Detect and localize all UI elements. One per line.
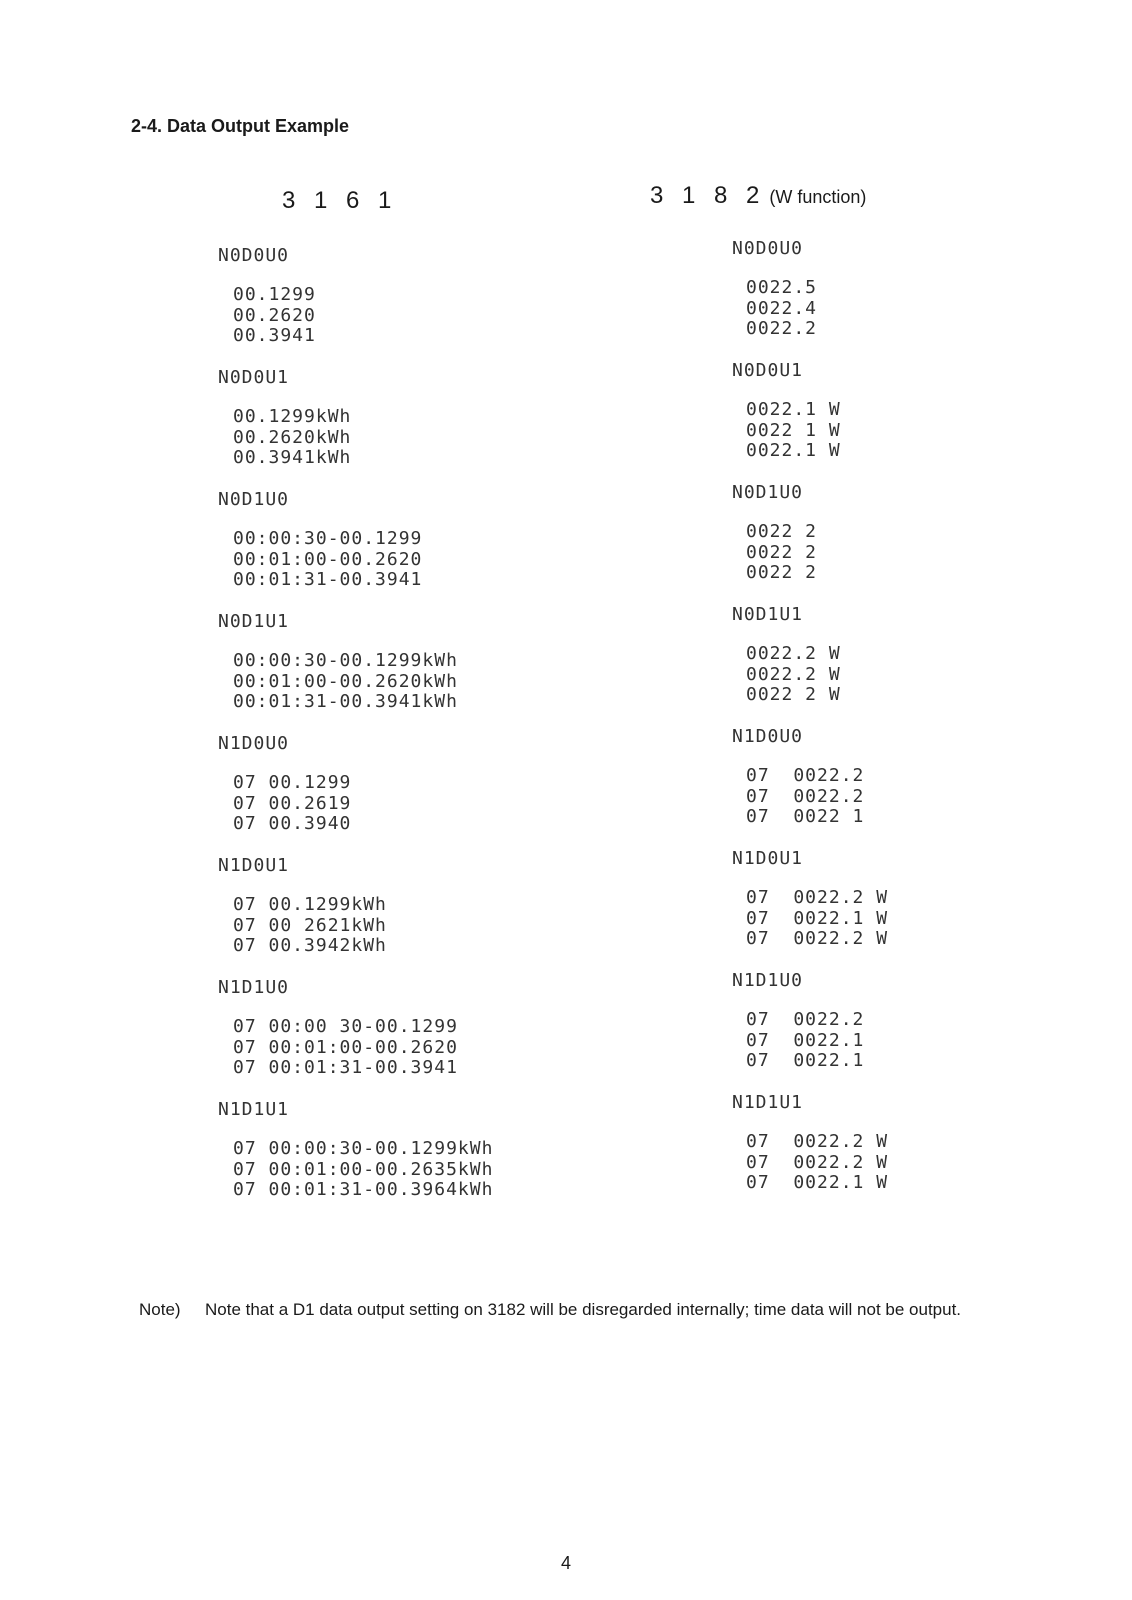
output-line: 0022 2	[746, 521, 818, 542]
output-line: 07 00:01:00-00.2620	[233, 1036, 458, 1058]
model-3182-subtitle: (W function)	[769, 187, 867, 207]
output-line: 07 0022.2 W	[746, 928, 889, 949]
note-label: Note)	[139, 1300, 181, 1319]
output-block-header: N1D0U0	[218, 733, 290, 754]
output-block-lines	[746, 1010, 1132, 1092]
output-line: 07 0022.2 W	[746, 1131, 889, 1152]
output-line: 07 0022.1 W	[746, 1172, 889, 1193]
output-block-header: N1D1U1	[732, 1092, 804, 1113]
output-line: 0022 1 W	[746, 419, 841, 441]
output-line: 07 0022.1	[746, 1050, 865, 1071]
output-line: 07 0022.2	[746, 765, 865, 786]
output-block-header: N0D1U0	[218, 489, 290, 510]
output-line: 07 0022.1	[746, 1029, 865, 1051]
output-line: 00:01:31-00.3941kWh	[233, 691, 458, 712]
page-number: 4	[560, 1553, 571, 1573]
output-line: 07 0022.2 W	[746, 887, 889, 908]
output-line: 0022.4	[746, 297, 818, 319]
output-block-lines	[233, 529, 638, 611]
output-block-lines	[233, 285, 638, 367]
output-line: 07 0022.2	[746, 785, 865, 807]
output-block-lines	[746, 522, 1132, 604]
output-block-lines	[233, 895, 638, 977]
output-line: 0022.1 W	[746, 399, 841, 420]
output-block	[218, 733, 638, 855]
output-block	[732, 360, 1132, 482]
output-block-lines	[746, 278, 1132, 360]
output-line: 00.3941	[233, 325, 316, 346]
output-line: 07 0022 1	[746, 806, 865, 827]
output-block-lines	[746, 644, 1132, 726]
output-line: 0022.2 W	[746, 663, 841, 685]
output-block	[218, 489, 638, 611]
output-line: 00.1299kWh	[233, 406, 352, 427]
output-block-header: N0D1U0	[732, 482, 804, 503]
output-block	[218, 367, 638, 489]
output-block-lines	[233, 1139, 638, 1221]
output-line: 00.2620	[233, 304, 316, 326]
output-line: 07 00 2621kWh	[233, 914, 387, 936]
section-title: 2-4. Data Output Example	[131, 116, 350, 136]
output-block	[732, 604, 1132, 726]
output-block-lines	[746, 400, 1132, 482]
model-3161-number: 3 1 6 1	[282, 187, 398, 214]
output-line: 00:00:30-00.1299	[233, 528, 423, 549]
output-block	[218, 245, 638, 367]
output-block-lines	[746, 766, 1132, 848]
output-line: 00:01:31-00.3941	[233, 569, 423, 590]
output-line: 0022.5	[746, 277, 818, 298]
output-block	[732, 482, 1132, 604]
note-text: Note that a D1 data output setting on 3182 will be disregarded internally; time data will not be output.	[205, 1300, 962, 1319]
output-block	[732, 1092, 1132, 1214]
note	[139, 1295, 1039, 1325]
output-block-header: N0D0U1	[732, 360, 804, 381]
output-line: 07 00:01:31-00.3964kWh	[233, 1179, 494, 1200]
output-block-header: N1D1U0	[732, 970, 804, 991]
output-line: 00.2620kWh	[233, 426, 352, 448]
output-line: 0022 2	[746, 541, 818, 563]
output-block-header: N0D0U0	[732, 238, 804, 259]
output-block-header: N0D0U0	[218, 245, 290, 266]
output-block	[732, 970, 1132, 1092]
output-line: 0022 2	[746, 562, 818, 583]
output-line: 07 0022.1 W	[746, 907, 889, 929]
output-block	[732, 238, 1132, 360]
output-line: 00:00:30-00.1299kWh	[233, 650, 458, 671]
output-line: 0022.2 W	[746, 643, 841, 664]
output-line: 00.3941kWh	[233, 447, 352, 468]
output-block	[732, 726, 1132, 848]
output-block-lines	[233, 773, 638, 855]
model-3161-title	[282, 187, 397, 215]
output-line: 07 00:01:00-00.2635kWh	[233, 1158, 494, 1180]
output-line: 00:01:00-00.2620	[233, 548, 423, 570]
output-line: 07 0022.2 W	[746, 1151, 889, 1173]
output-line: 07 0022.2	[746, 1009, 865, 1030]
output-block-lines	[233, 407, 638, 489]
output-block-lines	[233, 651, 638, 733]
output-block-header: N0D0U1	[218, 367, 290, 388]
output-column-3182	[732, 238, 1132, 1214]
output-line: 0022.2	[746, 318, 818, 339]
output-line: 07 00.3940	[233, 813, 352, 834]
output-block-lines	[233, 1017, 638, 1099]
output-block-header: N1D1U1	[218, 1099, 290, 1120]
output-line: 07 00.3942kWh	[233, 935, 387, 956]
output-line: 07 00:00:30-00.1299kWh	[233, 1138, 494, 1159]
output-line: 00.1299	[233, 284, 316, 305]
output-line: 00:01:00-00.2620kWh	[233, 670, 458, 692]
output-line: 07 00:01:31-00.3941	[233, 1057, 458, 1078]
output-line: 07 00:00 30-00.1299	[233, 1016, 458, 1037]
output-line: 07 00.1299kWh	[233, 894, 387, 915]
model-3182-title	[650, 182, 866, 210]
output-line: 07 00.1299	[233, 772, 352, 793]
output-block	[218, 1099, 638, 1221]
output-block-lines	[746, 888, 1132, 970]
output-block-lines	[746, 1132, 1132, 1214]
output-block-header: N0D1U1	[732, 604, 804, 625]
output-block-header: N1D0U1	[732, 848, 804, 869]
output-column-3161	[218, 245, 638, 1221]
output-block-header: N1D1U0	[218, 977, 290, 998]
output-block-header: N1D0U0	[732, 726, 804, 747]
output-line: 0022 2 W	[746, 684, 841, 705]
model-3182-number: 3 1 8 2	[650, 182, 766, 209]
output-line: 07 00.2619	[233, 792, 352, 814]
output-block	[218, 855, 638, 977]
output-block-header: N0D1U1	[218, 611, 290, 632]
output-block	[218, 977, 638, 1099]
output-block-header: N1D0U1	[218, 855, 290, 876]
output-block	[732, 848, 1132, 970]
output-block	[218, 611, 638, 733]
output-line: 0022.1 W	[746, 440, 841, 461]
